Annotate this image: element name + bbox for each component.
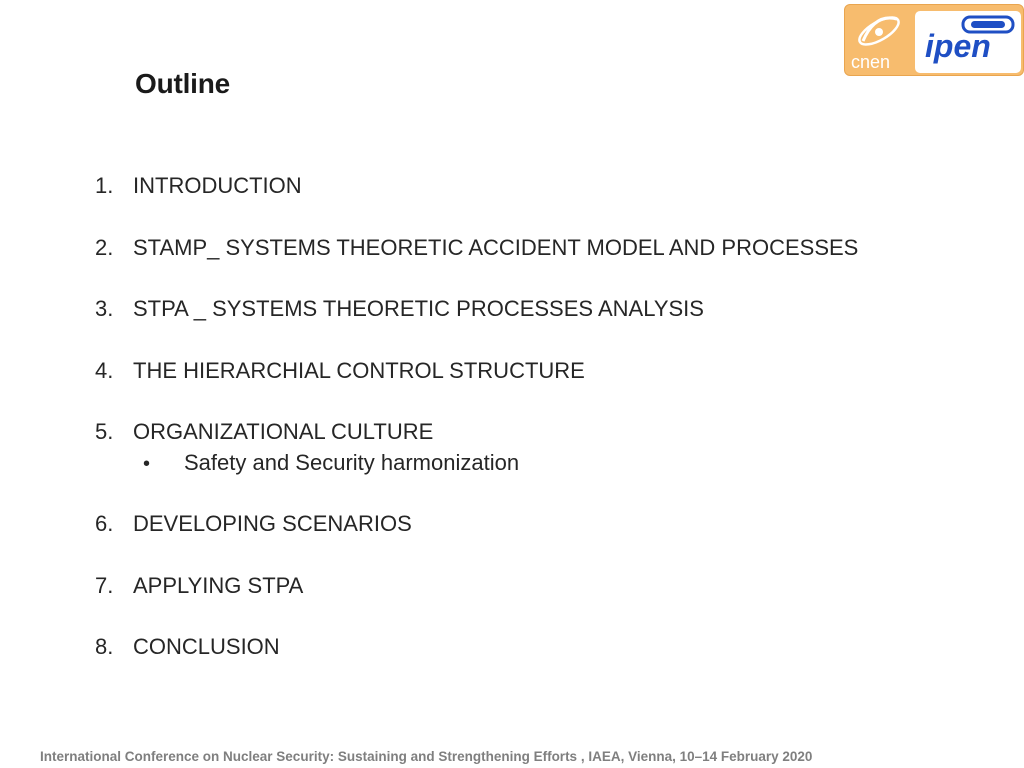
ipen-logo-text: ipen (925, 28, 991, 64)
outline-item (95, 419, 433, 445)
item-number: 3. (95, 296, 114, 321)
outline-item (95, 511, 412, 537)
outline-item (95, 296, 704, 322)
item-number: 8. (95, 634, 114, 659)
item-text: STPA _ SYSTEMS THEORETIC PROCESSES ANALYSIS (133, 296, 704, 321)
item-number: 5. (95, 419, 114, 444)
item-number: 1. (95, 173, 114, 198)
subitem-text: Safety and Security harmonization (184, 450, 520, 475)
outline-subitem (143, 450, 519, 476)
conference-footer: International Conference on Nuclear Security: Sustaining and Strengthening Efforts , IAEA, Vienna, 10–14 February 2020 (40, 749, 813, 764)
item-text: CONCLUSION (133, 634, 280, 659)
outline-item (95, 573, 303, 599)
outline-item (95, 358, 585, 384)
item-text: ORGANIZATIONAL CULTURE (133, 419, 434, 444)
outline-item (95, 634, 280, 660)
item-text: STAMP_ SYSTEMS THEORETIC ACCIDENT MODEL AND PROCESSES (133, 235, 859, 260)
item-text: APPLYING STPA (133, 573, 304, 598)
cnen-logo-text: cnen (851, 52, 891, 72)
item-text: INTRODUCTION (133, 173, 302, 198)
item-number: 7. (95, 573, 114, 598)
slide-title: Outline (135, 68, 231, 99)
item-text: THE HIERARCHIAL CONTROL STRUCTURE (133, 358, 585, 383)
item-text: DEVELOPING SCENARIOS (133, 511, 412, 536)
item-number: 2. (95, 235, 114, 260)
outline-item (95, 235, 858, 261)
outline-item (95, 173, 302, 199)
bullet-icon: • (143, 453, 151, 475)
item-number: 4. (95, 358, 114, 383)
item-number: 6. (95, 511, 114, 536)
